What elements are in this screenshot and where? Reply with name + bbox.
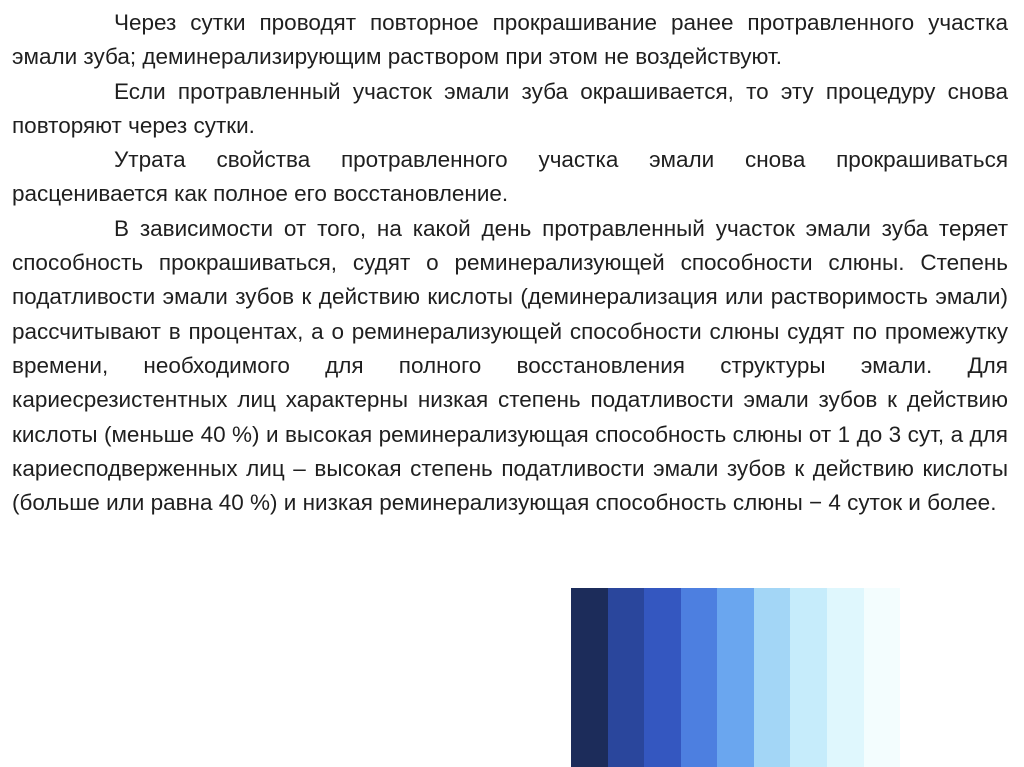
color-swatch-1 — [571, 588, 608, 767]
color-swatch-9 — [864, 588, 901, 767]
paragraph-staining-repeat: Если протравленный участок эмали зуба окрашивается, то эту процедуру снова повторяют через сутки. — [12, 78, 1008, 138]
color-swatch-6 — [754, 588, 791, 767]
slide-text-body — [12, 6, 1008, 520]
color-swatch-3 — [644, 588, 681, 767]
color-swatch-7 — [790, 588, 827, 767]
color-scale-strip — [571, 588, 900, 767]
color-swatch-2 — [608, 588, 645, 767]
paragraph-repeat-staining: Через сутки проводят повторное прокрашивание ранее протравленного участка эмали зуба; деминерализирующим раствором при этом не воздействуют. — [12, 10, 1008, 70]
paragraph-remineralization: В зависимости от того, на какой день протравленный участок эмали зуба теряет способность прокрашиваться, судят о реминерализующей способности слюны. Степень податливости эмали зубов к действию кислоты (деминерализация или растворимость эмали) рассчитывают в процентах, а о реминерализующей способности слюны судят по промежутку времени, необходимого для полного восстановления структуры эмали. Для кариесрезистентных лиц характерны низкая степень податливости эмали зубов к действию кислоты (меньше 40 %) и высокая реминерализующая способность слюны от 1 до 3 сут, а для кариесподверженных лиц – высокая степень податливости эмали зубов к действию кислоты (больше или равна 40 %) и низкая реминерализующая способность слюны − 4 суток и более. — [12, 215, 1008, 516]
paragraph-restoration: Утрата свойства протравленного участка эмали снова прокрашиваться расценивается как полное его восстановление. — [12, 147, 1008, 207]
color-swatch-8 — [827, 588, 864, 767]
color-swatch-4 — [681, 588, 718, 767]
color-swatch-5 — [717, 588, 754, 767]
